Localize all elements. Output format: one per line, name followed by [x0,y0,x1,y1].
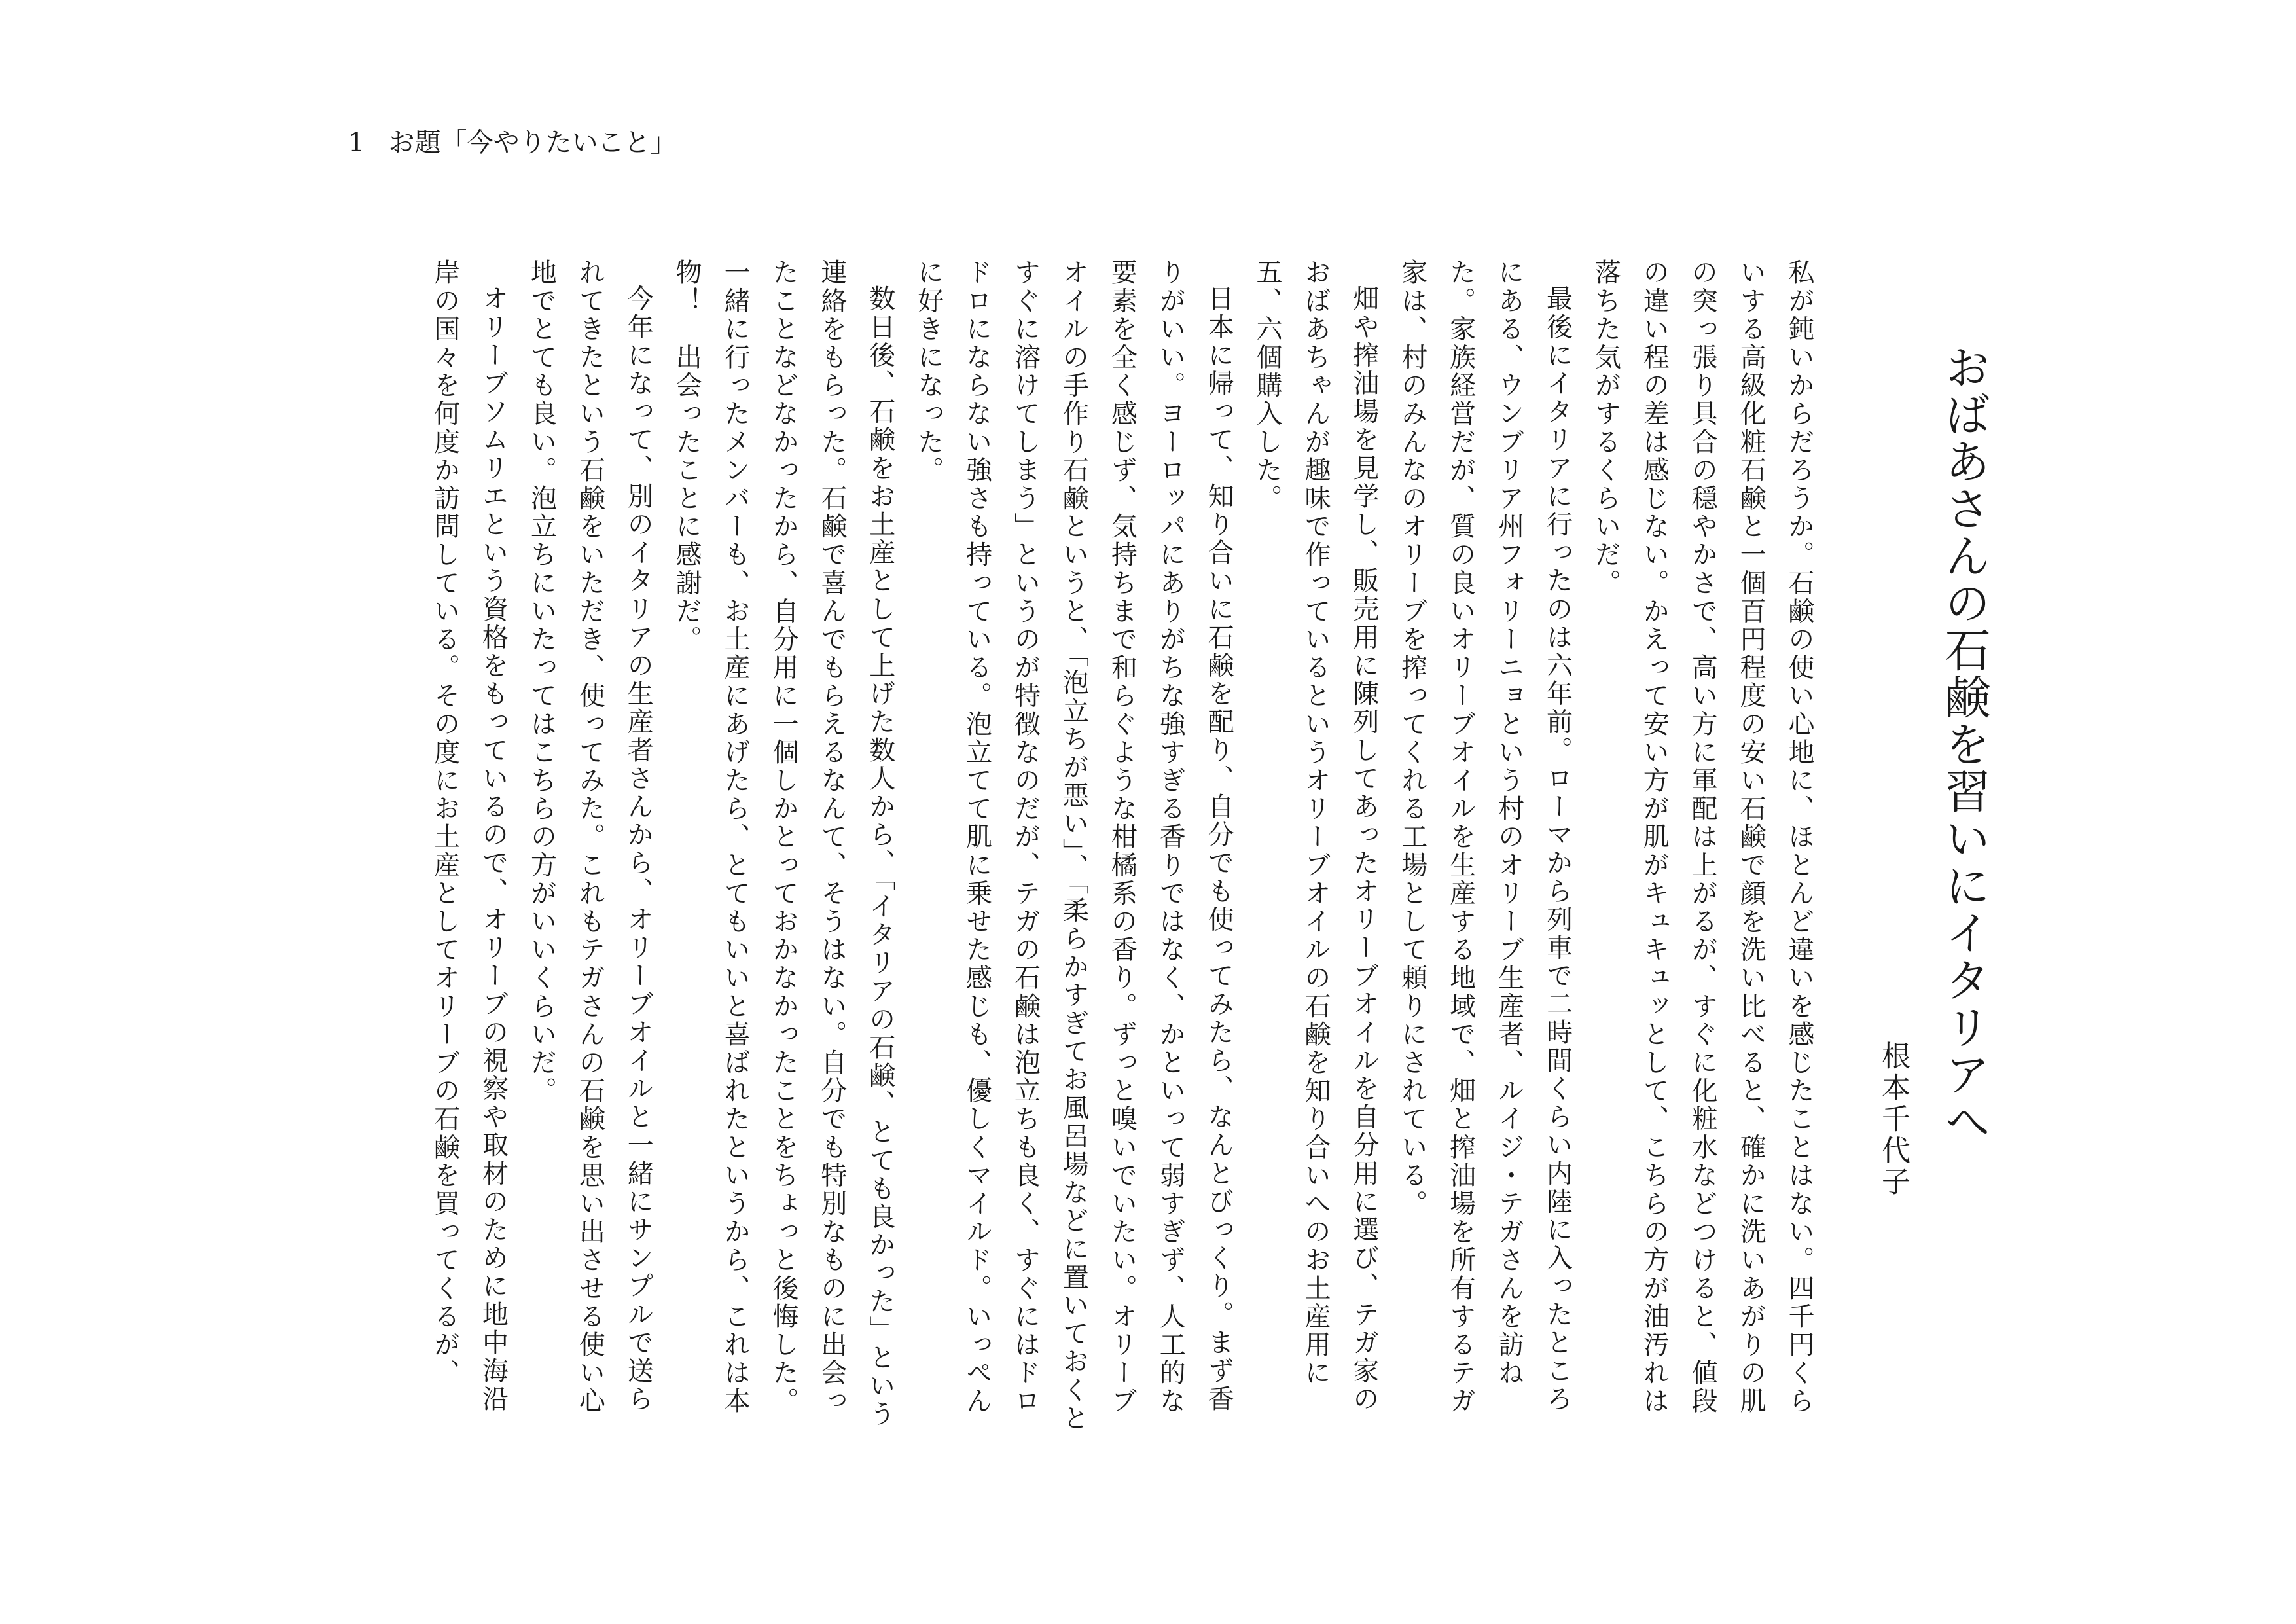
paragraph: 私が鈍いからだろうか。石鹸の使い心地に、ほとんど違いを感じたことはない。四千円くらいする高級化粧石鹸と一個百円程度の安い石鹸で顔を洗い比べると、確かに洗いあがりの肌の突っ張り具合の穏やかさで、高い方に軍配は上がるが、すぐに化粧水などつけると、値段の違い程の差は感じない。かえって安い方が肌がキュキュッとして、こちらの方が油汚れは落ちた気がするくらいだ。 [1590,259,1814,1416]
paragraph: 畑や搾油場を見学し、販売用に陳列してあったオリーブオイルを自分用に選び、テガ家のおばあちゃんが趣味で作っているというオリーブオイルの石鹸を知り合いへのお土産用に五、六個購入した。 [1252,259,1379,1413]
page-subject: お題「今やりたいこと」 [388,128,677,158]
page-number: 1 [348,128,365,158]
author-name: 根本千代子 [1876,1041,1910,1198]
paragraph: 数日後、石鹸をお土産として上げた数人から、「イタリアの石鹸、とても良かった」という連絡をもらった。石鹸で喜んでもらえるなんて、そうはない。自分でも特別なものに出会ったことなどなかったから、自分用に一個しかとっておかなかったことをちょっと後悔した。一緒に行ったメンバーも、お土産にあげたら、とてもいいと喜ばれたというから、これは本物！ 出会ったことに感謝だ。 [672,259,895,1429]
page-header [348,123,676,162]
paragraph: 最後にイタリアに行ったのは六年前。ローマから列車で二時間くらい内陸に入ったところにある、ウンブリア州フォリーニョという村のオリーブ生産者、ルイジ・テガさんを訪ねた。家族経営だが、質の良いオリーブオイルを生産する地域で、畑と搾油場を所有するテガ家は、村のみんなのオリーブを搾ってくれる工場として頼りにされている。 [1397,259,1573,1416]
paragraph: 今年になって、別のイタリアの生産者さんから、オリーブオイルと一緒にサンプルで送られてきたという石鹸をいただき、使ってみた。これもテガさんの石鹸を思い出させる使い心地でとても良い。泡立ちにいたってはこちらの方がいいくらいだ。 [526,259,654,1416]
essay-body [393,259,1823,1437]
paragraph: オリーブソムリエという資格をもっているので、オリーブの視察や取材のために地中海沿岸の国々を何度か訪問している。その度にお土産としてオリーブの石鹸を買ってくるが、 [429,259,509,1413]
essay-title: おばあさんの石鹸を習いにイタリアへ [1937,344,1991,1145]
paragraph: 日本に帰って、知り合いに石鹸を配り、自分でも使ってみたら、なんとびっくり。まず香りがいい。ヨーロッパにありがちな強すぎる香りではなく、かといって弱すぎず、人工的な要素を全く感じず、気持ちまで和らぐような柑橘系の香り。ずっと嗅いでいたい。オリーブオイルの手作り石鹸というと、「泡立ちが悪い」、「柔らかすぎてお風呂場などに置いておくとすぐに溶けてしまう」というのが特徴なのだが、テガの石鹸は泡立ちも良く、すぐにはドロドロにならない強さも持っている。泡立てて肌に乗せた感じも、優しくマイルド。いっぺんに好きになった。 [913,259,1234,1433]
